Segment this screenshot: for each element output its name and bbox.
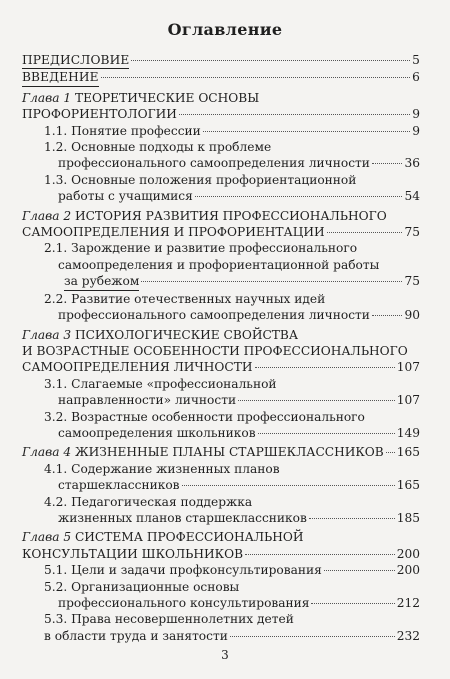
dot-leader <box>238 400 395 401</box>
page-number: 185 <box>396 510 420 525</box>
dot-leader <box>179 114 410 115</box>
dot-leader <box>386 452 395 453</box>
dot-leader <box>372 315 403 316</box>
entry-text: КОНСУЛЬТАЦИИ ШКОЛЬНИКОВ <box>22 546 244 561</box>
entry-text: 5.1. Цели и задачи профконсультирования <box>44 563 322 578</box>
entry-text: 5.3. Права несовершеннолетних детей <box>44 612 294 627</box>
toc-entry-section-5-2[interactable] <box>22 579 420 612</box>
toc-entry-preface[interactable] <box>22 52 420 69</box>
entry-text: за рубежом <box>64 273 139 290</box>
entry-text: ЖИЗНЕННЫЕ ПЛАНЫ СТАРШЕКЛАССНИКОВ <box>74 445 384 460</box>
dot-leader <box>195 196 403 197</box>
entry-text: 2.2. Развитие отечественных научных идей <box>44 291 326 306</box>
entry-text: 1.1. Понятие профессии <box>44 123 201 138</box>
entry-text: САМООПРЕДЕЛЕНИЯ И ПРОФОРИЕНТАЦИИ <box>22 225 325 240</box>
toc-entry-section-3-2[interactable] <box>22 409 420 442</box>
entry-text: самоопределения и профориентационной работы <box>58 257 380 272</box>
page-number: 36 <box>404 156 420 171</box>
dot-leader <box>311 603 394 604</box>
entry-text: 1.3. Основные положения профориентационной <box>44 172 357 187</box>
dot-leader <box>203 131 410 132</box>
dot-leader <box>324 570 395 571</box>
dot-leader <box>131 60 410 61</box>
toc-entry-section-2-1[interactable] <box>22 240 420 290</box>
entry-text: ИСТОРИЯ РАЗВИТИЯ ПРОФЕССИОНАЛЬНОГО <box>74 208 387 223</box>
dot-leader <box>309 518 395 519</box>
dot-leader <box>101 77 411 78</box>
entry-text: 3.2. Возрастные особенности профессионального <box>44 409 365 424</box>
entry-text: 4.2. Педагогическая поддержка <box>44 494 253 509</box>
page-number: 107 <box>396 393 420 408</box>
page-number: 165 <box>396 478 420 493</box>
entry-text: ПРЕДИСЛОВИЕ <box>22 52 129 69</box>
entry-text: ТЕОРЕТИЧЕСКИЕ ОСНОВЫ <box>74 90 260 105</box>
toc-entry-section-1-1[interactable] <box>22 123 420 139</box>
toc-entry-section-4-2[interactable] <box>22 494 420 527</box>
toc-entry-section-3-1[interactable] <box>22 376 420 409</box>
entry-text: САМООПРЕДЕЛЕНИЯ ЛИЧНОСТИ <box>22 360 253 375</box>
toc-entry-section-4-1[interactable] <box>22 461 420 494</box>
entry-text: СИСТЕМА ПРОФЕССИОНАЛЬНОЙ <box>74 530 304 545</box>
entry-text: работы с учащимися <box>58 189 193 204</box>
toc-entry-section-2-2[interactable] <box>22 291 420 324</box>
toc-entry-section-5-3[interactable] <box>22 611 420 644</box>
entry-text: старшеклассников <box>58 478 180 493</box>
dot-leader <box>182 485 395 486</box>
entry-text: 3.1. Слагаемые «профессиональной <box>44 376 277 391</box>
dot-leader <box>258 433 395 434</box>
toc-entry-chapter-1[interactable] <box>22 90 420 123</box>
page-number: 212 <box>396 596 420 610</box>
toc-entry-section-1-2[interactable] <box>22 139 420 172</box>
entry-text: 5.2. Организационные основы <box>44 579 240 594</box>
page-number: 9 <box>412 123 420 138</box>
chapter-label: Глава 3 <box>22 327 72 342</box>
dot-leader <box>372 163 403 164</box>
page-number: 75 <box>404 225 420 240</box>
page-number: 75 <box>404 274 420 289</box>
entry-text: ПРОФОРИЕНТОЛОГИИ <box>22 107 177 122</box>
chapter-label: Глава 5 <box>22 530 72 545</box>
page-number: 149 <box>396 425 420 440</box>
page-number: 54 <box>404 189 420 204</box>
chapter-label: Глава 2 <box>22 208 72 223</box>
page-title: Оглавление <box>167 20 283 39</box>
entry-text: 1.2. Основные подходы к проблеме <box>44 140 272 155</box>
table-of-contents <box>22 52 420 644</box>
page-number: 200 <box>396 546 420 561</box>
dot-leader <box>230 636 395 637</box>
dot-leader <box>255 367 395 368</box>
toc-entry-section-5-1[interactable] <box>22 562 420 578</box>
page-number: 200 <box>396 563 420 578</box>
chapter-label: Глава 4 <box>22 445 72 460</box>
entry-text: профессионального самоопределения личности <box>58 308 370 323</box>
toc-entry-chapter-2[interactable] <box>22 208 420 241</box>
page-number: 165 <box>396 445 420 460</box>
entry-text: И ВОЗРАСТНЫЕ ОСОБЕННОСТИ ПРОФЕССИОНАЛЬНОГО <box>22 343 408 358</box>
toc-entry-section-1-3[interactable] <box>22 172 420 205</box>
entry-text: профессионального консультирования <box>58 596 310 610</box>
entry-text: ВВЕДЕНИЕ <box>22 69 99 86</box>
toc-entry-chapter-3[interactable] <box>22 327 420 376</box>
toc-entry-introduction[interactable] <box>22 69 420 86</box>
page-number: 90 <box>404 308 420 323</box>
toc-entry-chapter-5[interactable] <box>22 529 420 562</box>
page-folio: 3 <box>221 648 229 662</box>
page-number: 232 <box>396 628 420 643</box>
dot-leader <box>327 232 403 233</box>
entry-text: профессионального самоопределения личности <box>58 156 370 171</box>
entry-text: самоопределения школьников <box>58 425 256 440</box>
dot-leader <box>141 281 402 282</box>
entry-text: направленности» личности <box>58 393 237 408</box>
page-number: 5 <box>412 53 420 67</box>
page-number: 6 <box>412 70 420 85</box>
page-number: 107 <box>396 360 420 375</box>
entry-text: 2.1. Зарождение и развитие профессионального <box>44 241 358 256</box>
toc-entry-chapter-4[interactable] <box>22 444 420 460</box>
entry-text: 4.1. Содержание жизненных планов <box>44 461 280 476</box>
page-number: 9 <box>412 107 420 122</box>
entry-text: жизненных планов старшеклассников <box>58 510 307 525</box>
entry-text: ПСИХОЛОГИЧЕСКИЕ СВОЙСТВА <box>74 327 299 342</box>
entry-text: в области труда и занятости <box>44 628 228 643</box>
chapter-label: Глава 1 <box>22 90 72 105</box>
dot-leader <box>245 554 395 555</box>
